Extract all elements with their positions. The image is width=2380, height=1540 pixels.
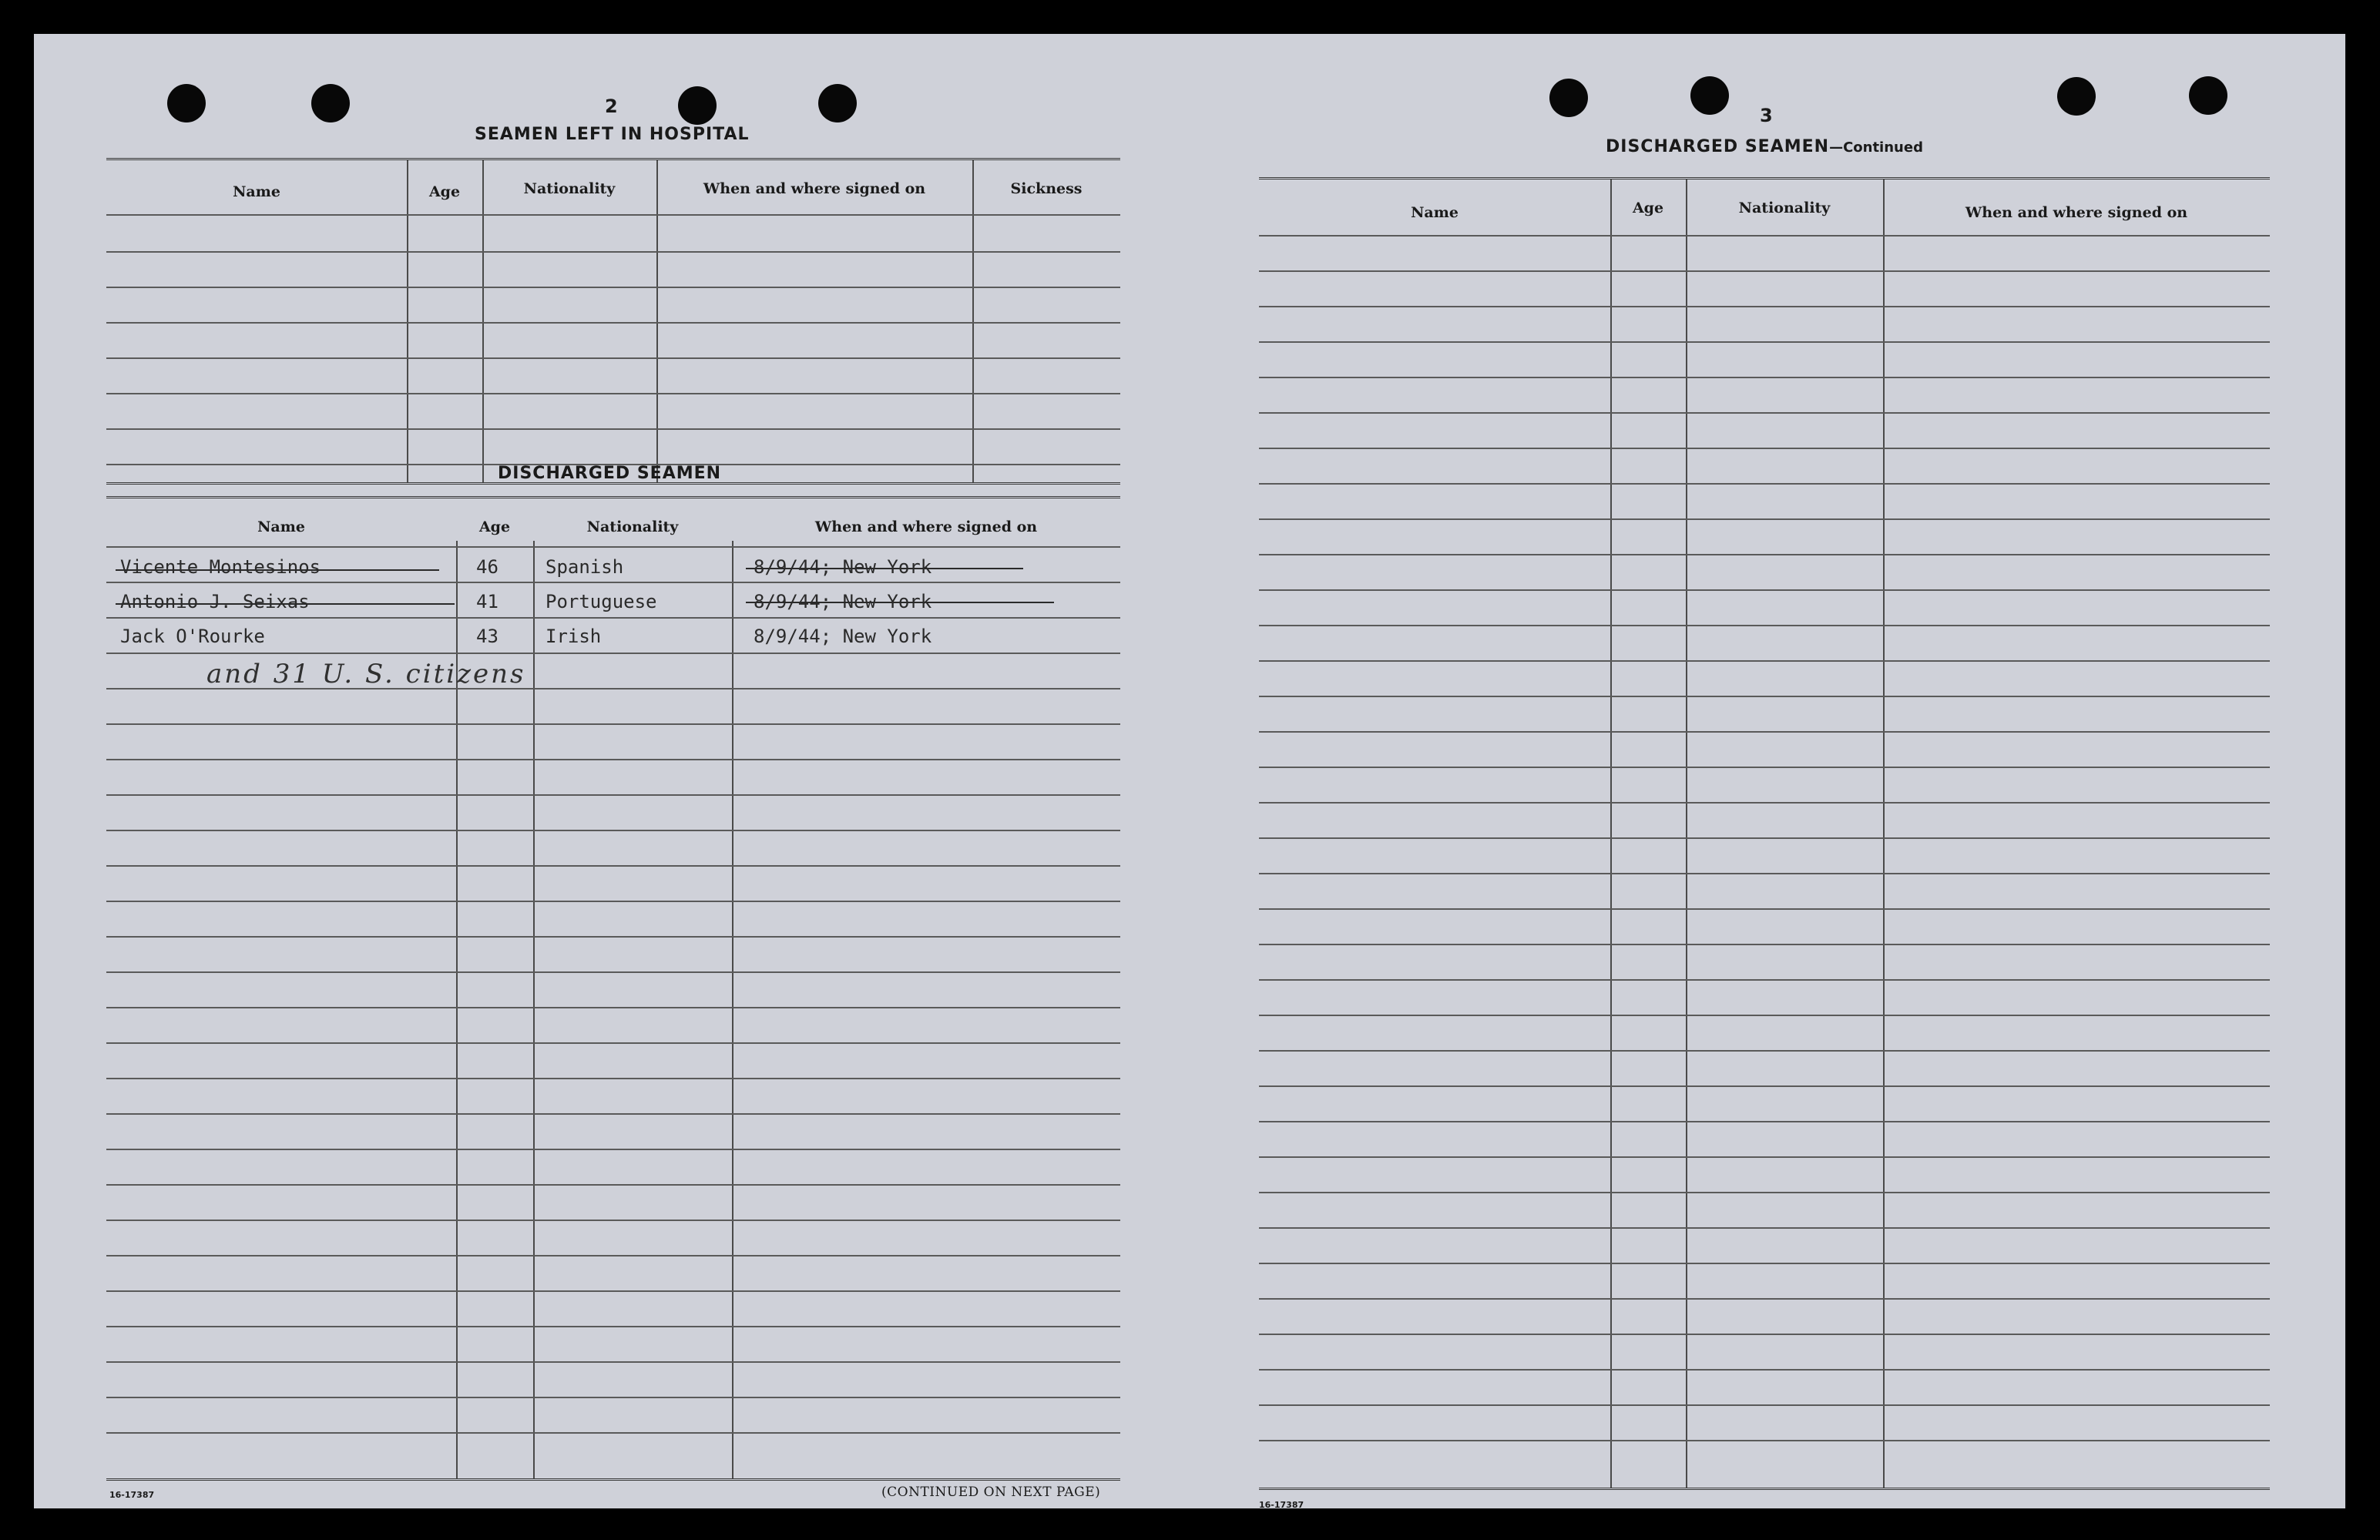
form-number: 16-17387 [1259, 1500, 1304, 1510]
seaman-signed-on: 8/9/44; New York [754, 591, 932, 612]
punch-hole [167, 84, 206, 122]
punch-hole [2189, 76, 2227, 115]
punch-hole [2057, 77, 2096, 116]
col-header-age: Age [1632, 200, 1664, 216]
page-number: 2 [605, 96, 619, 117]
discharged-table [106, 496, 1120, 1481]
form-number: 16-17387 [109, 1490, 155, 1500]
continued-note: (CONTINUED ON NEXT PAGE) [881, 1485, 1101, 1500]
col-header-age: Age [478, 518, 511, 535]
section-title-hospital: SEAMEN LEFT IN HOSPITAL [475, 125, 750, 144]
punch-hole [678, 86, 717, 125]
col-header-nationality: Nationality [586, 518, 679, 535]
section-title-discharged: DISCHARGED SEAMEN [498, 464, 722, 483]
seaman-age: 46 [476, 556, 498, 578]
seaman-age: 43 [476, 626, 498, 647]
discharged-table-continued [1259, 177, 2270, 1490]
handwritten-note: and 31 U. S. citizens [206, 659, 526, 689]
seaman-name: Antonio J. Seixas [120, 591, 310, 612]
col-header-name: Name [1411, 204, 1459, 221]
col-header-nationality: Nationality [1738, 200, 1831, 216]
punch-hole [311, 84, 350, 122]
col-header-name: Name [257, 518, 305, 535]
col-header-signed-on: When and where signed on [1965, 204, 2188, 221]
seaman-nationality: Portuguese [545, 591, 657, 612]
seaman-nationality: Irish [545, 626, 602, 647]
col-header-nationality: Nationality [523, 180, 616, 197]
seaman-name: Vicente Montesinos [120, 556, 321, 578]
document-sheet [34, 34, 2345, 1508]
punch-hole [818, 84, 857, 122]
punch-hole [1690, 76, 1729, 115]
col-header-sickness: Sickness [1010, 180, 1083, 197]
col-header-age: Age [428, 183, 461, 200]
punch-hole [1549, 79, 1588, 117]
page-number: 3 [1760, 105, 1774, 126]
col-header-name: Name [233, 183, 280, 200]
seaman-nationality: Spanish [545, 556, 624, 578]
seaman-age: 41 [476, 591, 498, 612]
col-header-signed-on: When and where signed on [703, 180, 926, 197]
col-header-signed-on: When and where signed on [814, 518, 1038, 535]
seaman-signed-on: 8/9/44; New York [754, 626, 932, 647]
hospital-table [106, 158, 1120, 485]
section-title-discharged-continued: DISCHARGED SEAMEN—Continued [1606, 137, 1923, 156]
seaman-signed-on: 8/9/44; New York [754, 556, 932, 578]
seaman-name: Jack O'Rourke [120, 626, 265, 647]
